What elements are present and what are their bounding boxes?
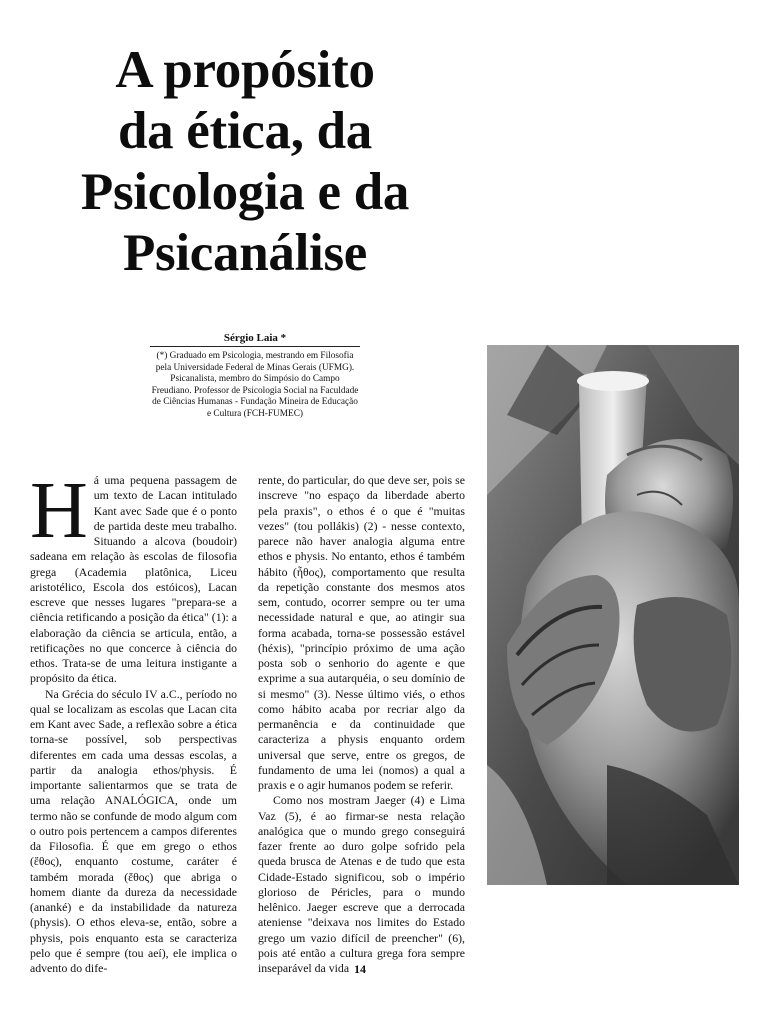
paragraph-1 (30, 467, 237, 687)
article-title (30, 40, 460, 284)
paragraph-1-text: á uma pequena passagem de um texto de Lacan intitulado Kant avec Sade que é o ponto de partida deste meu trabalho. Situando a alcova (boudoir) sadeana em relação às escolas de filosofia grega (Academia platônica, Liceu aristotélico, Escola dos estóicos), Lacan escreve que nesses lugares "prepara-se a ciência retificando a posição da ética" (1): a elaboração da ciência se articula, então, a retificações no que concerce à ciência do ethos. Trata-se de uma leitura instigante a propósito da ética. (30, 473, 237, 686)
paragraph-4: Como nos mostram Jaeger (4) e Lima Vaz (5), é ao firmar-se nesta relação analógica que o mundo grego conseguirá fazer frente ao duro golpe sofrido pela queda brusca de Atenas e de tudo que esta Cidade-Estado significou, sob o império glorioso de Péricles, para o mundo helênico. Jaeger escreve que a derrocada ateniense "deixava nos limites do Estado grego um vazio difícil de preencher" (6), pois até então a cultura grega fora sempre inseparável da vida (258, 793, 465, 975)
text-column-2 (258, 473, 465, 976)
sculpture-photo-icon (487, 345, 739, 885)
title-line: da ética, da (117, 102, 373, 160)
author-footnote: (*) Graduado em Psicologia, mestrando em Filosofia pela Universidade Federal de Minas Gerais (UFMG). Psicanalista, membro do Simpósio do Campo Freudiano. Professor de Psicologia Social na Faculdade de Ciências Humanas - Fundação Mineira de Educação e Cultura (FCH-FUMEC) (151, 351, 359, 419)
author-divider (150, 346, 360, 347)
text-column-1 (30, 467, 237, 976)
title-line: Psicanálise (122, 224, 368, 282)
drop-cap: H (30, 467, 88, 555)
paragraph-3: rente, do particular, do que deve ser, pois se inscreve "no espaço da liberdade aberto pela praxis", o ethos é o que é "muitas vezes" (tou pollákis) (2) - nesse contexto, parece não haver analogia alguma entre ethos e physis. No entanto, ethos é também hábito (ἦθος), comportamento que resulta da repetição constante dos mesmos atos sem, contudo, ocorrer sempre ou ter uma necessidade natural e que, ao atingir sua forma acabada, torna-se possessão estável (héxis), "princípio próximo de uma ação posta sob o senhorio do agente e que exprime a sua autarquéia, o seu domínio de si mesmo" (3). Nesse último viés, o ethos como hábito acaba por recriar algo da permanência e da continuidade que caracteriza a physis enquanto ordem universal que serve, entre os gregos, de fundamento de uma lei (nomos) a qual a praxis e o agir humanos podem se referir. (258, 473, 465, 792)
author-name: Sérgio Laia * (223, 332, 287, 344)
title-line: A propósito (115, 41, 375, 99)
sculpture-photo (487, 345, 739, 885)
paragraph-2: Na Grécia do século IV a.C., período no qual se localizam as escolas que Lacan cita em Kant avec Sade, a reflexão sobre a ética torna-se possível, sob perspectivas diferentes em cada uma dessas escolas, a partir da analogia ethos/physis. É importante salientarmos que se trata de uma relação ANALÓGICA, onde um termo não se confunde de modo algum com o outro pois pertencem a campos diferentes da Filosofia. É que em grego o ethos (ἔθος), enquanto costume, caráter é também morada (ἔθος) que abriga o homem diante da dureza da necessidade (ananké) e da instabilidade da natureza (physis). O ethos eleva-se, então, sobre a physis, pois enquanto esta se caracteriza pelo que é sempre (tou aeí), ele implica o advento do dife- (30, 686, 237, 975)
title-line: Psicologia e da (80, 163, 410, 221)
page-number: 14 (354, 962, 366, 976)
